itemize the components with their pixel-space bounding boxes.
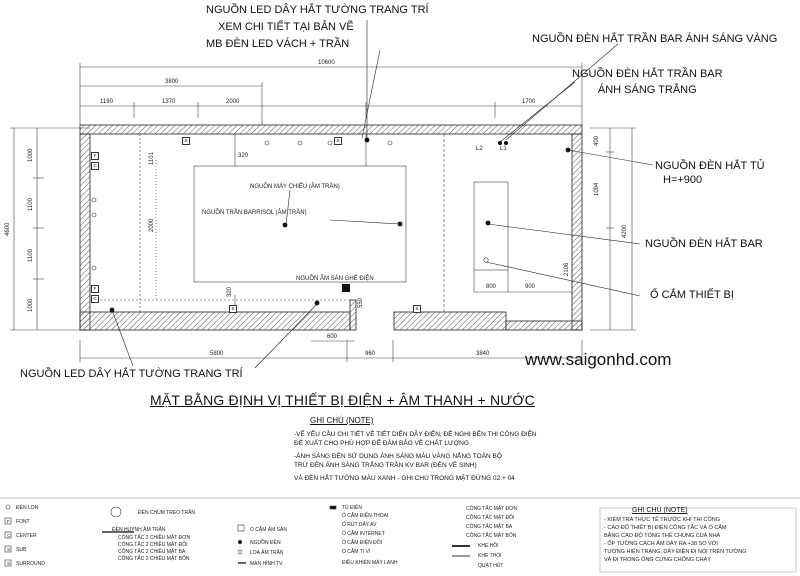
legend-item: Ổ CẮM INTERNET <box>342 531 385 537</box>
l2-label: L2 <box>476 146 483 152</box>
dim-inner-2106: 2106 <box>564 262 570 276</box>
dim-2000: 2000 <box>226 99 240 105</box>
surround-speaker-symbol: S <box>182 137 190 145</box>
legend-item: Ổ CẮM ÂM SÀN <box>250 527 287 533</box>
legend-note-block <box>604 517 747 565</box>
legend-item: CÔNG TẮC MẶT ĐÔI <box>466 515 515 521</box>
projector-label: NGUỒN MÁY CHIẾU (ÂM TRẦN) <box>250 184 340 190</box>
l1-label: L1 <box>500 146 507 152</box>
led-strip-top-line3: MB ĐÈN LED VÁCH + TRẦN <box>206 37 350 50</box>
dim-inner-2000: 2000 <box>149 218 155 232</box>
dim-left-1100b: 1100 <box>28 249 34 262</box>
dimension-lines-bottom <box>80 340 582 362</box>
legend-item: CÔNG TẮC 2 CHIỀU MẶT BA <box>118 549 186 555</box>
dim-left-1100a: 1100 <box>28 198 34 211</box>
led-strip-top-line1: NGUỒN LED DÂY HẮT TƯỜNG TRANG TRÍ <box>206 4 429 16</box>
note-heading: GHI CHÚ (NOTE) <box>310 416 374 425</box>
legend-item: LOA ÂM TRẦN <box>250 550 284 556</box>
legend-item: Ổ CẮM ĐIỆN ĐÔI <box>342 540 383 546</box>
bar-light-annotation: NGUỒN ĐÈN HẮT BAR <box>645 238 763 250</box>
dim-left-1000b: 1000 <box>28 298 34 312</box>
barrisol-label: NGUỒN TRẦN BARRISOL (ÂM TRẦN) <box>202 210 307 216</box>
legend-item: QUẠT HÚT <box>478 563 504 569</box>
dim-inner-320a: 320 <box>238 153 249 159</box>
legend-item: Ổ CẮM TI VI <box>342 549 371 555</box>
legend-note-line: - CAO ĐỘ THIẾT BỊ ĐIỆN CÔNG TẮC VÀ Ổ CẮM <box>604 524 727 531</box>
legend-note-heading: GHI CHÚ (NOTE) <box>632 507 688 514</box>
center-speaker-symbol: C <box>91 162 99 170</box>
dim-inner-1101: 1101 <box>149 152 155 165</box>
fixtures <box>110 138 571 313</box>
legend-letter: C <box>7 533 11 538</box>
dim-bar-800: 800 <box>486 284 497 290</box>
ceiling-white-line2: ÁNH SÁNG TRẮNG <box>597 83 697 96</box>
legend-letter: S <box>7 547 11 552</box>
legend-item: ĐÈN LON <box>16 505 39 511</box>
led-strip-top-line2: XEM CHI TIẾT TẠI BẢN VẼ <box>218 20 354 33</box>
led-strip-bottom-annotation: NGUỒN LED DÂY HẮT TƯỜNG TRANG TRÍ <box>20 368 243 380</box>
dim-bar-900: 900 <box>525 284 536 290</box>
legend-item: CÔNG TẮC MẶT BỐN <box>466 533 517 539</box>
dim-bot-600: 600 <box>327 334 338 340</box>
legend-item: ĐÈN HUỲNH ÂM TRẦN <box>112 527 166 533</box>
dim-1370: 1370 <box>162 99 176 105</box>
dim-left-1000a: 1000 <box>28 148 34 162</box>
legend-item: KHE THỔI <box>478 553 502 559</box>
legend-item: MÀN HÌNH TV <box>250 561 283 567</box>
legend-item: TỦ ĐIỆN <box>342 505 362 511</box>
legend-note-line: TƯỜNG HIỆN TRẠNG, DÂY ĐIỆN ĐI NỔI TRÊN TƯỜNG <box>604 548 747 555</box>
legend-note-line: VÀ ĐI TRONG ỐNG CỨNG CHỐNG CHÁY <box>604 556 711 563</box>
note-line: -VẼ YÊU CẦU CHI TIẾT VỀ TIẾT DIỆN DÂY ĐIỆN, ĐỀ NGHỊ BÊN THI CÔNG ĐIỆN <box>294 431 537 438</box>
dimension-lines-right <box>590 128 636 330</box>
legend-letter: S <box>7 561 11 566</box>
legend-item: ĐÈN CHÙM TREO TRẦN <box>138 510 196 516</box>
dim-inner-400: 400 <box>594 135 600 146</box>
legend-item: CENTER <box>16 533 37 539</box>
dim-bot-960: 960 <box>365 351 376 357</box>
ceiling-yellow-annotation: NGUỒN ĐÈN HẮT TRẦN BAR ÁNH SÁNG VÀNG <box>532 33 778 45</box>
legend-item: CÔNG TẮC 2 CHIỀU MẶT ĐƠN <box>118 535 191 541</box>
center-speaker-symbol: C <box>91 295 99 303</box>
legend-note-line: BẰNG CAO ĐỘ TỔNG THỂ CHUNG CỦA NHÀ <box>604 532 721 539</box>
ceiling-white-line1: NGUỒN ĐÈN HẮT TRẦN BAR <box>572 68 723 80</box>
ceiling-white-annotation <box>572 68 723 98</box>
legend-item: CÔNG TẮC MẶT ĐƠN <box>466 506 518 512</box>
legend-letter: F <box>7 519 10 524</box>
cabinet-light-annotation <box>655 160 765 188</box>
dim-left-4600: 4600 <box>5 222 11 236</box>
socket-annotation: Ổ CẮM THIẾT BỊ <box>650 289 734 301</box>
dim-bot-5800: 5800 <box>210 351 224 357</box>
legend-item: ĐIỀU KHIỂN MÁY LẠNH <box>342 560 398 566</box>
surround-speaker-symbol: S <box>413 305 421 313</box>
legend-item: CÔNG TẮC MẶT BA <box>466 524 513 530</box>
legend-item: SURROUND <box>16 561 45 567</box>
surround-speaker-symbol: S <box>334 137 342 145</box>
note-block <box>294 430 537 483</box>
drawing-title-text: MẶT BẰNG ĐỊNH VỊ THIẾT BỊ ĐIỆN + ÂM THANH + NƯỚC <box>150 392 535 408</box>
font-speaker-symbol: F <box>91 152 99 160</box>
dimension-lines-top <box>80 63 582 125</box>
dim-3800: 3800 <box>165 79 179 85</box>
led-strip-top-annotation <box>206 4 429 51</box>
dim-inner-550: 550 <box>358 297 364 308</box>
dim-bot-3840: 3840 <box>476 351 490 357</box>
website-watermark: www.saigonhd.com <box>525 350 672 369</box>
legend-item: KHE HỒI <box>478 543 499 549</box>
dim-inner-320b: 320 <box>227 286 233 297</box>
surround-speaker-symbol: S <box>229 305 237 313</box>
legend-note-line: - KIỂM TRA THỰC TẾ TRƯỚC KHI THI CÔNG <box>604 517 720 523</box>
dim-inner-1094: 1094 <box>594 182 600 196</box>
legend-item: Ổ CẮM ĐIỆN THOẠI <box>342 513 389 519</box>
dim-1190: 1190 <box>100 99 113 105</box>
legend-item: NGUỒN ĐÈN <box>250 540 281 546</box>
note-line: -ÁNH SÁNG ĐÈN SỬ DỤNG ÁNH SÁNG MÀU VÀNG NẮNG TOÀN BỘ <box>294 452 502 460</box>
floor-sound-label: NGUỒN ÂM SÀN GHẾ ĐIỆN <box>296 276 374 282</box>
legend-note-line: - ỐP TƯỜNG CÁCH ÂM DÀY RA +38 SO VỚI <box>604 540 718 547</box>
dim-right-4200: 4200 <box>622 224 628 238</box>
legend-item: Ổ RÚT DÂY AV <box>342 522 377 528</box>
drawing-title <box>150 392 535 408</box>
font-speaker-symbol: F <box>91 285 99 293</box>
legend-item: CÔNG TẮC 2 CHIỀU MẶT ĐÔI <box>118 542 188 548</box>
cabinet-light-line2: H=+900 <box>663 173 703 186</box>
cabinet-light-line1: NGUỒN ĐÈN HẮT TỦ <box>655 160 765 172</box>
dim-total: 10600 <box>318 60 335 66</box>
legend-item: CÔNG TẮC 2 CHIỀU MẶT BỐN <box>118 556 190 562</box>
note-line: VÀ ĐÈN HẮT TƯỜNG MÀU XANH - GHI CHÚ TRONG MẶT ĐỨNG 02 + 04 <box>294 474 515 482</box>
note-line: TRỪ ĐÈN ÁNH SÁNG TRẮNG TRẦN KV BAR (ĐÈN VẼ SINH) <box>294 462 477 470</box>
dim-1700: 1700 <box>522 99 536 105</box>
note-line: ĐỀ XUẤT CHO PHÙ HỢP ĐỂ ĐẢM BẢO VỀ CHẤT LƯỢNG <box>294 440 469 448</box>
legend-item: SUB <box>16 547 27 553</box>
dimension-lines-left <box>10 128 90 330</box>
legend-item: FONT <box>16 519 30 525</box>
walls <box>80 125 582 330</box>
interior-lines <box>100 134 572 312</box>
